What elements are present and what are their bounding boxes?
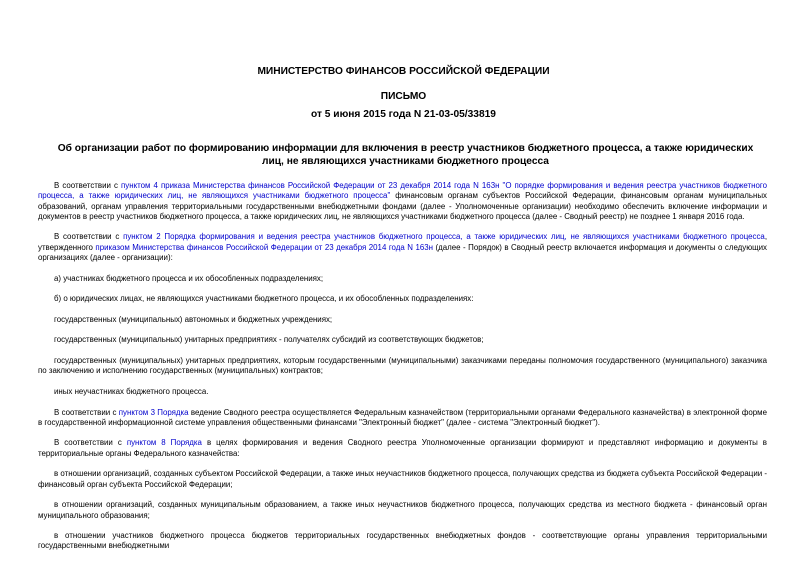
paragraph-2 xyxy=(38,232,767,263)
paragraph-text: в целях формирования и ведения Сводного реестра Уполномоченные организации формируют и представляют информацию и документы в территориальные органы Федерального казначейства: xyxy=(38,438,768,458)
paragraph-text: В соответствии с xyxy=(54,407,119,417)
paragraph-11: в отношении организаций, созданных субъектом Российской Федерации, а также иных неучастников бюджетного процесса, получающих средства из бюджета субъекта Российской Федерации - финансовый орган субъекта Российской Федерации; xyxy=(38,469,767,489)
law-link[interactable]: пунктом 3 Порядка xyxy=(118,407,189,417)
paragraph-text: В соответствии с xyxy=(54,438,127,448)
paragraph-6: государственных (муниципальных) унитарных предприятиях - получателях субсидий из соответствующих бюджетов; xyxy=(54,335,484,345)
paragraph-9 xyxy=(38,408,767,429)
paragraph-10 xyxy=(38,438,767,459)
law-link[interactable]: пунктом 4 приказа Министерства финансов Российской Федерации от 23 декабря 2014 года N 163н "О порядке формирования и ведения реестра участников бюджетного процесса, а также юридических лиц, не являющихся участниками бюджетного процесса" xyxy=(38,181,768,201)
paragraph-1 xyxy=(38,181,767,222)
law-link[interactable]: пунктом 8 Порядка xyxy=(126,438,202,448)
document-date-number: от 5 июня 2015 года N 21-03-05/33819 xyxy=(311,109,496,120)
paragraph-text: финансовым органам субъектов Российской Федерации, финансовым органам муниципальных образований, органам управления территориальными государственными внебюджетными фондами (далее - Уполномоченные организации) необходимо обеспечить включение информации и документов в реестр участников бюджетного процесса, а также юридических лиц, не являющихся участниками бюджетного процесса (далее - Сводный реестр) не позднее 1 января 2016 года. xyxy=(38,191,767,221)
paragraph-7: государственных (муниципальных) унитарных предприятиях, которым государственными (муниципальными) заказчиками переданы полномочия государственного (муниципального) заказчика по заключению и исполнению государственных (муниципальных) контрактов; xyxy=(38,356,767,376)
paragraph-5: государственных (муниципальных) автономных и бюджетных учреждениях; xyxy=(54,314,333,324)
paragraph-text: В соответствии с xyxy=(54,232,124,242)
paragraph-text: В соответствии с xyxy=(54,181,121,190)
paragraph-8: иных неучастниках бюджетного процесса. xyxy=(54,386,209,396)
document-type: ПИСЬМО xyxy=(380,91,427,102)
law-link[interactable]: пунктом 2 Порядка формирования и ведения реестра участников бюджетного процесса, а также юридических лиц, не являющихся участниками бюджетного процесса xyxy=(123,232,765,242)
paragraph-text: (далее - Порядок) в Сводный реестр включается информация и документы о следующих организациях (далее - организации): xyxy=(38,242,767,263)
document-body xyxy=(38,181,767,552)
paragraph-12: в отношении организаций, созданных муниципальным образованием, а также иных неучастников бюджетного процесса, получающих средства из местного бюджета - финансовый орган муниципального образования; xyxy=(38,500,767,520)
document-title: Об организации работ по формированию информации для включения в реестр участников бюджетного процесса, а также юридических лиц, не являющихся участниками бюджетного процесса xyxy=(57,143,754,167)
paragraph-text: ведение Сводного реестра осуществляется Федеральным казначейством (территориальными органами Федерального казначейства) в электронной форме в государственной информационной системе управления общественными финансами "Электронный бюджет" (далее - система "Электронный бюджет"). xyxy=(38,407,767,427)
paragraph-4: б) о юридических лицах, не являющихся участниками бюджетного процесса, и их обособленных подразделениях: xyxy=(54,294,474,304)
paragraph-13: в отношении участников бюджетного процесса бюджетов территориальных государственных внебюджетных фондов - соответствующие органы управления территориальными государственными внебюджетными xyxy=(38,531,767,551)
paragraph-3: а) участниках бюджетного процесса и их обособленных подразделениях; xyxy=(54,273,324,283)
ministry-heading: МИНИСТЕРСТВО ФИНАНСОВ РОССИЙСКОЙ ФЕДЕРАЦИИ xyxy=(257,66,550,77)
paragraph-text: , утвержденного xyxy=(38,232,768,252)
law-link[interactable]: приказом Министерства финансов Российской Федерации от 23 декабря 2014 года N 163н xyxy=(95,242,433,252)
